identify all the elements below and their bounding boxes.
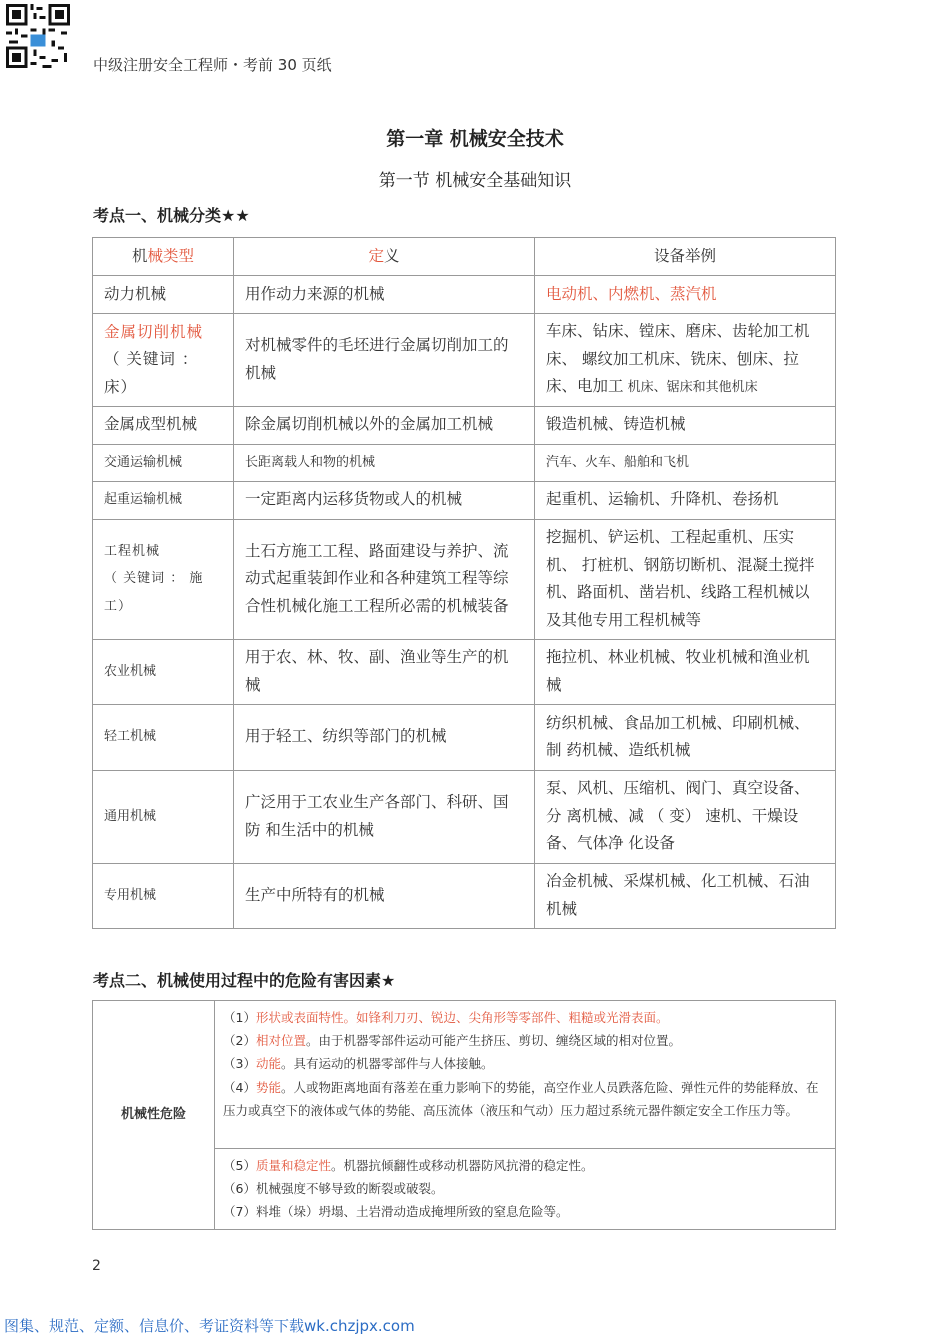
table-row <box>93 406 836 444</box>
table-row <box>93 444 836 481</box>
qr-code-icon <box>6 4 70 68</box>
table-header-row <box>93 238 836 276</box>
machine-examples: 拖拉机、林业机械、牧业机械和渔业机械 <box>535 639 836 704</box>
key-point-2-heading: 考点二、机械使用过程中的危险有害因素★ <box>93 971 396 990</box>
hazard-item: （1）形状或表面特性。如锋利刀刃、锐边、尖角形等零部件、粗糙或光滑表面。 <box>223 1010 669 1025</box>
machine-definition: 用于农、林、牧、副、渔业等生产的机械 <box>234 639 535 704</box>
page-number: 2 <box>92 1258 101 1274</box>
table-row <box>93 639 836 704</box>
table-row <box>93 770 836 863</box>
hazard-category-label: 机械性危险 <box>93 1001 215 1230</box>
machine-examples: 锻造机械、铸造机械 <box>535 406 836 444</box>
machine-examples: 起重机、运输机、升降机、卷扬机 <box>535 481 836 519</box>
machine-examples: 泵、风机、压缩机、阀门、真空设备、分 离机械、减 （ 变） 速机、干燥设备、气体净 化设备 <box>535 770 836 863</box>
machine-type: 专用机械 <box>93 863 234 928</box>
table-row <box>93 863 836 928</box>
hazard-item: （4）势能。人或物距离地面有落差在重力影响下的势能，高空作业人员跌落危险、弹性元件的势能释放、在压力或真空下的液体或气体的势能、高压流体（液压和气动）压力超过系统元器件额定安全工作压力等。 <box>223 1079 819 1118</box>
machine-definition: 土石方施工工程、路面建设与养护、流动式起重装卸作业和各种建筑工程等综合性机械化施工工程所必需的机械装备 <box>234 519 535 639</box>
footer-download-link[interactable]: 图集、规范、定额、信息价、考证资料等下载wk.chzjpx.com <box>4 1317 415 1335</box>
key-point-1-heading: 考点一、机械分类★★ <box>93 206 250 225</box>
table-row <box>93 519 836 639</box>
machine-definition: 对机械零件的毛坯进行金属切削加工的机械 <box>234 314 535 407</box>
section-title: 第一节 机械安全基础知识 <box>378 171 572 191</box>
table-row <box>93 1001 836 1149</box>
hazard-item: （3）动能。具有运动的机器零部件与人体接触。 <box>223 1056 494 1072</box>
header-examples: 设备举例 <box>535 238 836 276</box>
table-row <box>93 314 836 407</box>
machine-type: 工程机械 （ 关键词 ： 施工） <box>93 519 234 639</box>
machine-definition: 除金属切削机械以外的金属加工机械 <box>234 406 535 444</box>
machine-definition: 用于轻工、纺织等部门的机械 <box>234 704 535 770</box>
hazard-factors-table <box>92 1000 836 1230</box>
table-row <box>93 276 836 314</box>
machine-type: 通用机械 <box>93 770 234 863</box>
table-row <box>93 704 836 770</box>
machine-type: 交通运输机械 <box>93 444 234 481</box>
header-definition: 定义 <box>234 238 535 276</box>
machine-type: 轻工机械 <box>93 704 234 770</box>
machine-examples: 电动机、内燃机、蒸汽机 <box>535 276 836 314</box>
machine-definition: 一定距离内运移货物或人的机械 <box>234 481 535 519</box>
machine-type: 金属切削机械 （ 关键词 ： 床） <box>93 314 234 407</box>
machine-definition: 生产中所特有的机械 <box>234 863 535 928</box>
machine-definition: 广泛用于工农业生产各部门、科研、国防 和生活中的机械 <box>234 770 535 863</box>
machine-examples: 冶金机械、采煤机械、化工机械、石油机械 <box>535 863 836 928</box>
hazard-item: （7）料堆（垛）坍塌、土岩滑动造成掩埋所致的窒息危险等。 <box>223 1204 569 1220</box>
machine-examples: 车床、钻床、镗床、磨床、齿轮加工机床、 螺纹加工机床、铣床、刨床、拉床、电加工 机床、锯床和其他机床 <box>535 314 836 407</box>
machine-examples: 汽车、火车、船舶和飞机 <box>535 444 836 481</box>
hazard-group-2 <box>215 1149 836 1230</box>
header-title: 中级注册安全工程师・考前 30 页纸 <box>93 56 332 74</box>
machine-type: 农业机械 <box>93 639 234 704</box>
hazard-item: （2）相对位置。由于机器零部件运动可能产生挤压、剪切、缠绕区域的相对位置。 <box>223 1033 681 1049</box>
machine-definition: 用作动力来源的机械 <box>234 276 535 314</box>
machine-type: 动力机械 <box>93 276 234 314</box>
hazard-group-1 <box>215 1001 836 1149</box>
table-row <box>93 481 836 519</box>
chapter-title: 第一章 机械安全技术 <box>386 128 564 150</box>
machine-type: 金属成型机械 <box>93 406 234 444</box>
hazard-item: （6）机械强度不够导致的断裂或破裂。 <box>223 1181 444 1197</box>
hazard-item: （5）质量和稳定性。机器抗倾翻性或移动机器防风抗滑的稳定性。 <box>223 1158 594 1173</box>
machine-type: 起重运输机械 <box>93 481 234 519</box>
header-machine-type: 机械类型 <box>93 238 234 276</box>
machine-examples: 挖掘机、铲运机、工程起重机、压实机、 打桩机、钢筋切断机、混凝土搅拌机、路面机、凿岩机、线路工程机械以及其他专用工程机械等 <box>535 519 836 639</box>
machine-examples: 纺织机械、食品加工机械、印刷机械、制 药机械、造纸机械 <box>535 704 836 770</box>
machine-definition: 长距离载人和物的机械 <box>234 444 535 481</box>
machine-classification-table <box>92 237 836 929</box>
